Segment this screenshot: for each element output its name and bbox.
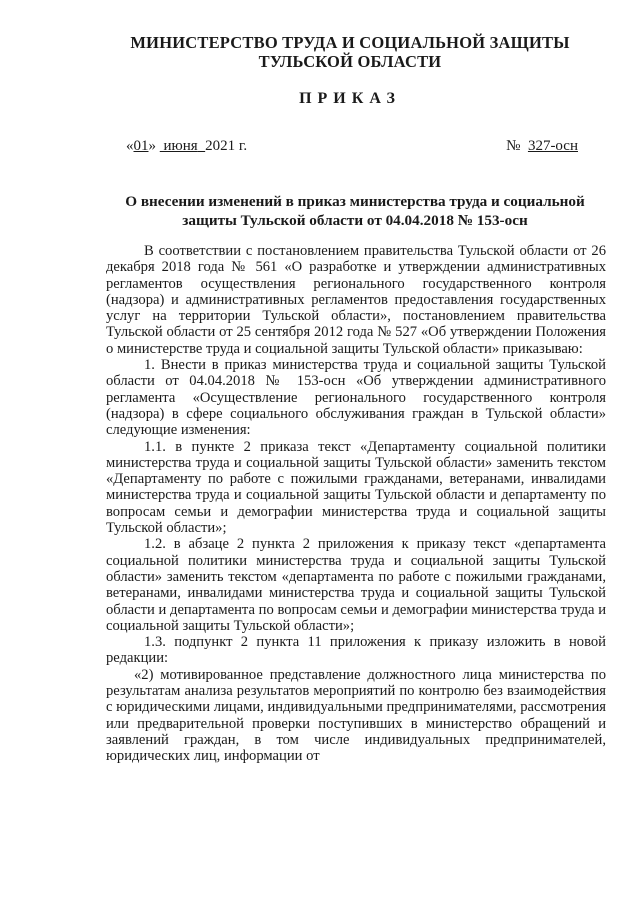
order-date xyxy=(126,138,247,155)
ministry-name-line1: МИНИСТЕРСТВО ТРУДА И СОЦИАЛЬНОЙ ЗАЩИТЫ xyxy=(130,33,570,52)
order-subject xyxy=(100,192,610,230)
date-year: 2021 г. xyxy=(205,138,248,154)
ministry-name-line2: ТУЛЬСКОЙ ОБЛАСТИ xyxy=(258,52,442,71)
order-meta xyxy=(126,138,578,155)
quoted-new-text-paragraph: «2) мотивированное представление должностного лица министерства по результатам анализа результатов мероприятий по контролю без взаимодействия с юридическими лицами, индивидуальными предпринимателями, рассмотрения или предварительной проверки поступивших в министерство обращений и заявлений граждан, в том числе индивидуальных предпринимателей, юридических лиц, информации от xyxy=(106,666,606,765)
order-number xyxy=(506,138,578,155)
ministry-heading xyxy=(100,33,600,71)
date-month: июня xyxy=(163,138,198,154)
date-day: 01 xyxy=(133,138,149,154)
item-1-1-paragraph: 1.1. в пункте 2 приказа текст «Департаменту социальной политики министерства труда и социальной защиты Тульской области» заменить текстом «Департаменту по работе с пожилыми гражданами, ветеранами, инвалидами министерства труда и социальной защиты Тульской области и департаменту по вопросам семьи и демографии министерства труда и социальной защиты Тульской области»; xyxy=(106,438,606,537)
document-type-title: ПРИКАЗ xyxy=(299,90,401,107)
item-1-paragraph: 1. Внести в приказ министерства труда и социальной защиты Тульской области от 04.04.2018 № 153-осн «Об утверждении административного регламента «Осуществление регионального государственного контроля (надзора) в сфере социального обслуживания граждан в Тульской области» следующие изменения: xyxy=(106,357,606,439)
number-sign: № xyxy=(506,138,521,154)
subject-line2: защиты Тульской области от 04.04.2018 № 153-осн xyxy=(182,212,528,229)
preamble-paragraph: В соответствии с постановлением правительства Тульской области от 26 декабря 2018 года № 561 «О разработке и утверждении административных регламентов осуществления регионального государственного контроля (надзора) и административных регламентов предоставления государственных услуг на территории Тульской области», постановлением правительства Тульской области от 25 сентября 2012 года № 527 «Об утверждении Положения о министерстве труда и социальной защиты Тульской области» приказываю: xyxy=(106,243,606,357)
number-value: 327-осн xyxy=(527,138,578,154)
date-close-quote: » xyxy=(148,138,156,154)
date-open-quote: « xyxy=(126,138,134,154)
item-1-2-paragraph: 1.2. в абзаце 2 пункта 2 приложения к приказу текст «департамента социальной политики министерства труда и социальной защиты Тульской области» заменить текстом «департамента по работе с пожилыми гражданами, ветеранами, инвалидами министерства труда и социальной защиты Тульской области и департамента по вопросам семьи и демографии министерства труда и социальной защиты Тульской области»; xyxy=(106,536,606,634)
order-body xyxy=(106,243,606,765)
subject-line1: О внесении изменений в приказ министерства труда и социальной xyxy=(125,193,585,210)
item-1-3-paragraph: 1.3. подпункт 2 пункта 11 приложения к приказу изложить в новой редакции: xyxy=(106,634,606,667)
